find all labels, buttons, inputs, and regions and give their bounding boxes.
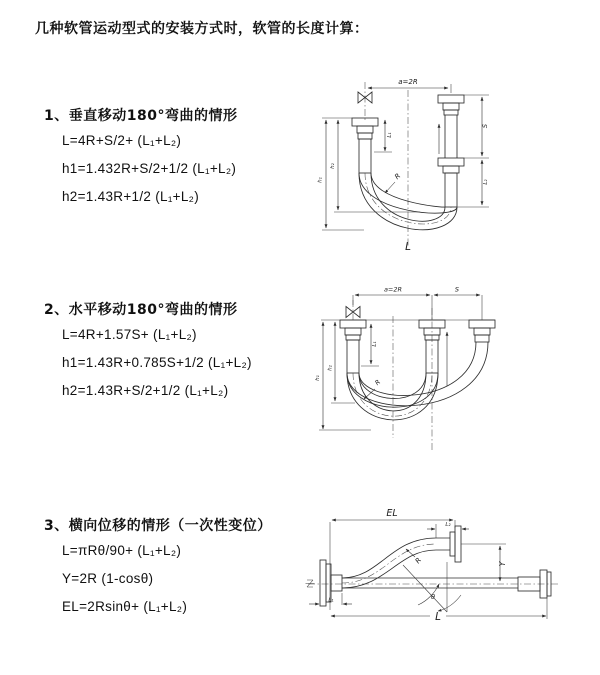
dim-label-h2: h₂ <box>330 163 336 169</box>
dim-label-a2r: a=2R <box>398 78 418 86</box>
centerline-break-mark <box>306 580 315 587</box>
formula: h2=1.43R+1/2 (L₁+L₂) <box>62 189 200 204</box>
dim-el <box>330 508 455 610</box>
dim-l-total <box>331 598 547 623</box>
radius-callout <box>364 378 382 399</box>
dim-label-l2: L₂ <box>445 522 451 528</box>
dim-label-h2: h₂ <box>327 365 334 371</box>
section-heading: 1、垂直移动180°弯曲的情形 <box>44 108 238 124</box>
dim-label-s: S <box>481 123 489 129</box>
right-pipe-flange <box>438 95 464 207</box>
dim-label-h1: h₁ <box>315 375 321 381</box>
dim-label-l1: L₁ <box>328 597 334 604</box>
formula: L=4R+1.57S+ (L₁+L₂) <box>62 327 197 342</box>
dim-label-el: EL <box>386 508 398 519</box>
upper-flange-moved <box>436 526 461 562</box>
dims-top <box>353 286 482 321</box>
centerlines <box>365 82 408 246</box>
dim-l1 <box>374 120 393 152</box>
dim-label-r: R <box>413 556 424 566</box>
hose-arcs-moved <box>347 342 488 406</box>
formula: EL=2Rsinθ+ (L₁+L₂) <box>62 599 188 614</box>
formula: L=πRθ/90+ (L₁+L₂) <box>62 543 182 558</box>
dim-label-l: L <box>435 611 441 623</box>
diagram-vertical-180 <box>308 62 593 262</box>
dim-y <box>461 544 507 581</box>
section-heading: 2、水平移动180°弯曲的情形 <box>44 302 238 318</box>
dim-l2 <box>427 522 469 538</box>
page-title: 几种软管运动型式的安装方式时，软管的长度计算： <box>35 21 369 37</box>
dim-label-theta: θ <box>431 593 435 601</box>
section-heading: 3、横向位移的情形（一次性变位） <box>44 518 272 534</box>
dim-label-s: S <box>454 285 460 294</box>
dims-right <box>439 95 489 207</box>
hose-curved-position <box>342 538 436 588</box>
diagram-lateral-displacement <box>300 498 595 663</box>
dim-label-r: R <box>393 171 403 182</box>
dim-label-y: Y <box>498 561 507 567</box>
formula: L=4R+S/2+ (L₁+L₂) <box>62 133 182 148</box>
dim-a2r <box>368 78 451 93</box>
dim-l1 <box>309 593 352 605</box>
dims-left-height <box>315 322 371 430</box>
dim-l1 <box>361 324 379 366</box>
dim-label-a2r: a=2R <box>383 285 403 294</box>
dim-label-r: R <box>373 377 383 387</box>
formula: Y=2R (1-cosθ) <box>62 571 154 586</box>
left-pipe-flange <box>352 118 378 173</box>
formula: h2=1.43R+S/2+1/2 (L₁+L₂) <box>62 383 229 398</box>
dim-label-h1: h₁ <box>317 177 324 183</box>
formula: h1=1.43R+0.785S+1/2 (L₁+L₂) <box>62 355 252 370</box>
dims-left-height <box>318 118 421 230</box>
radius-callout <box>385 172 402 193</box>
dim-label-l2: L₂ <box>483 179 489 185</box>
dim-label-l-total: L <box>405 241 411 253</box>
dim-label-l1: L₁ <box>372 341 378 347</box>
formula: h1=1.432R+S/2+1/2 (L₁+L₂) <box>62 161 237 176</box>
left-pipe-flange <box>340 320 366 373</box>
radius-construction <box>403 562 461 612</box>
right-pipe-flange-moved <box>469 320 495 342</box>
centerlines <box>353 300 432 450</box>
diagram-horizontal-180 <box>313 278 598 463</box>
dim-label-l1: L₁ <box>387 132 393 138</box>
